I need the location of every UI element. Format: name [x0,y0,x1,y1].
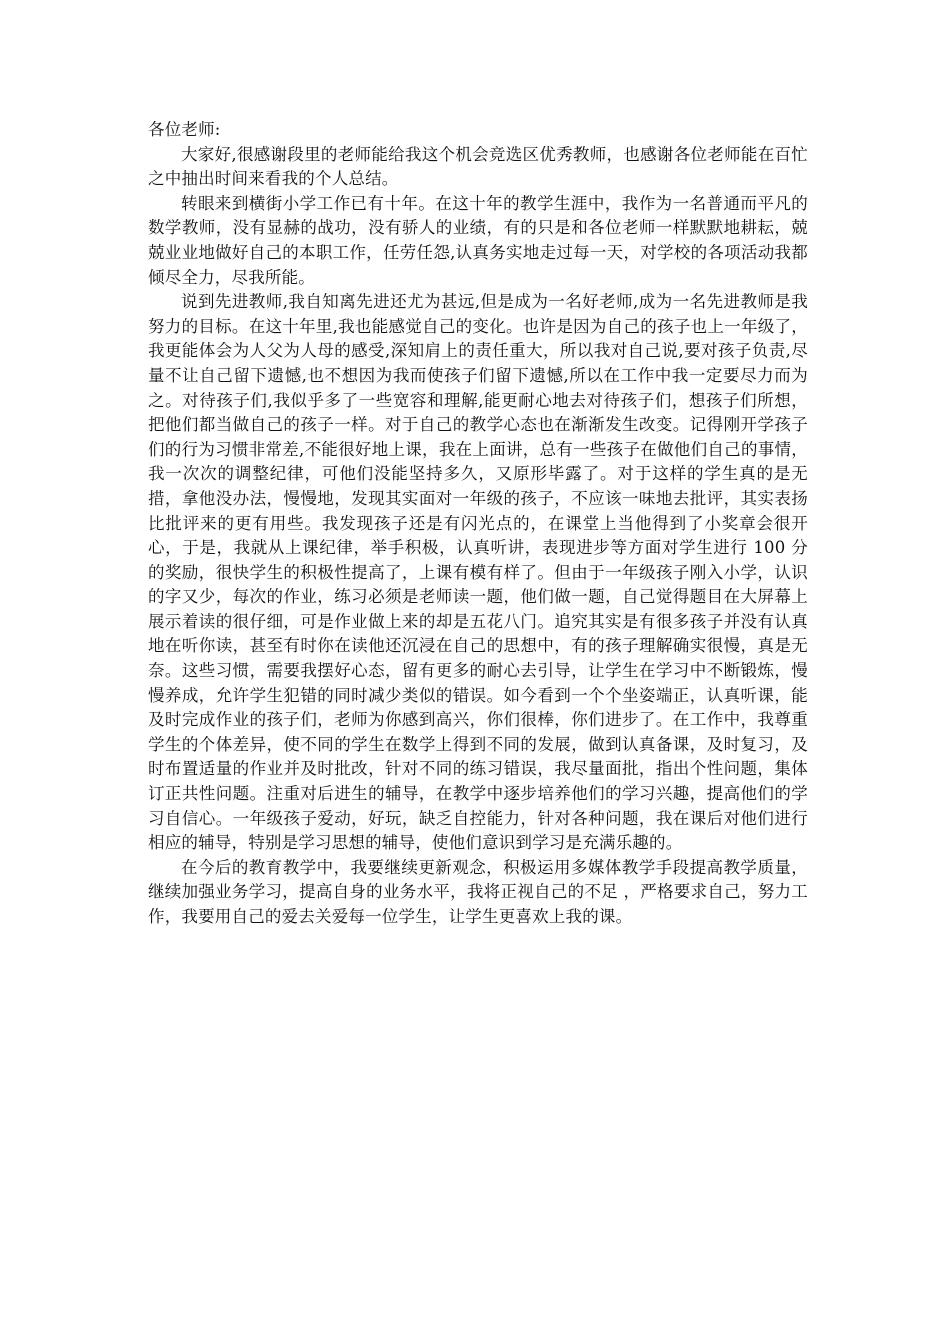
paragraph-advanced-teacher: 说到先进教师,我自知离先进还尤为甚远,但是成为一名好老师,成为一名先进教师是我努力的目标。在这十年里,我也能感觉自己的变化。也许是因为自己的孩子也上一年级了，我更能体会为人父为人母的感受,深知肩上的责任重大，所以我对自己说,要对孩子负责,尽量不让自己留下遗憾,也不想因为我而使孩子们留下遗憾,所以在工作中我一定要尽力而为之。对待孩子们,我似乎多了一些宽容和理解,能更耐心地去对待孩子们，想孩子们所想，把他们都当做自己的孩子一样。对于自己的教学心态也在渐渐发生改变。记得刚开学孩子们的行为习惯非常差,不能很好地上课，我在上面讲，总有一些孩子在做他们自己的事情，我一次次的调整纪律，可他们没能坚持多久，又原形毕露了。对于这样的学生真的是无措，拿他没办法，慢慢地，发现其实面对一年级的孩子，不应该一味地去批评，其实表扬比批评来的更有用些。我发现孩子还是有闪光点的，在课堂上当他得到了小奖章会很开心，于是，我就从上课纪律，举手积极，认真听讲，表现进步等方面对学生进行 100 分的奖励，很快学生的积极性提高了，上课有模有样了。但由于一年级孩子刚入小学，认识的字又少，每次的作业，练习必须是老师读一题，他们做一题，自己觉得题目在大屏幕上展示着读的很仔细，可是作业做上来的却是五花八门。追究其实是有很多孩子并没有认真地在听你读，甚至有时你在读他还沉浸在自己的思想中，有的孩子理解确实很慢，真是无奈。这些习惯，需要我摆好心态，留有更多的耐心去引导，让学生在学习中不断锻炼，慢慢养成，允许学生犯错的同时减少类似的错误。如今看到一个个坐姿端正，认真听课，能及时完成作业的孩子们，老师为你感到高兴，你们很棒，你们进步了。在工作中，我尊重学生的个体差异，使不同的学生在数学上得到不同的发展，做到认真备课，及时复习，及时布置适量的作业并及时批改，针对不同的练习错误，我尽量面批，指出个性问题，集体订正共性问题。注重对后进生的辅导，在教学中逐步培养他们的学习兴趣，提高他们的学习自信心。一年级孩子爱动，好玩，缺乏自控能力，针对各种问题，我在课后对他们进行相应的辅导，特别是学习思想的辅导，使他们意识到学习是充满乐趣的。 [148,292,808,853]
paragraph-future-plans: 在今后的教育教学中，我要继续更新观念，积极运用多媒体教学手段提高教学质量，继续加强业务学习，提高自身的业务水平，我将正视自己的不足 ，严格要求自己，努力工作，我要用自己的爱去关爱每一位学生，让学生更喜欢上我的课。 [148,857,808,926]
paragraph-ten-years: 转眼来到横街小学工作已有十年。在这十年的教学生涯中，我作为一名普通而平凡的数学教师，没有显赫的战功，没有骄人的业绩，有的只是和各位老师一样默默地耕耘，兢兢业业地做好自己的本职工作，任劳任怨,认真务实地走过每一天，对学校的各项活动我都倾尽全力，尽我所能。 [148,193,808,287]
salutation: 各位老师: [148,120,221,139]
paragraph-greeting: 大家好,很感谢段里的老师能给我这个机会竞选区优秀教师，也感谢各位老师能在百忙之中抽出时间来看我的个人总结。 [148,144,808,189]
document-body [148,118,808,930]
